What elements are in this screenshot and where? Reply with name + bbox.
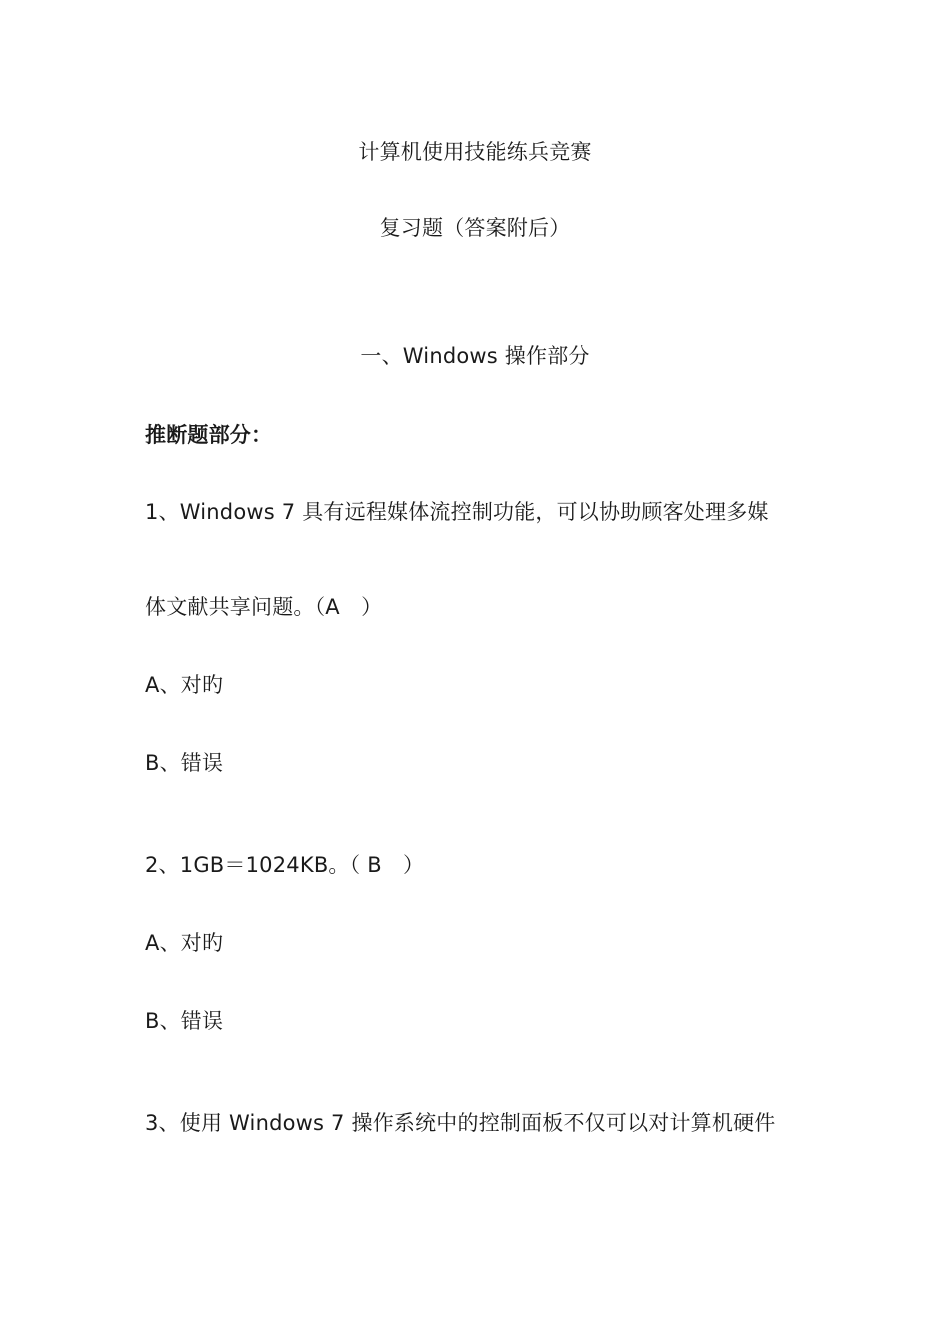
question-2-option-a: A、对旳 (145, 931, 224, 955)
question-1-text-line-2: 体文献共享问题。（A ） (145, 595, 383, 619)
question-1-text-line-1: 1、Windows 7 具有远程媒体流控制功能，可以协助顾客处理多媒 (145, 500, 769, 524)
document-subtitle: 复习题（答案附后） (379, 216, 571, 240)
question-3-text-line-1: 3、使用 Windows 7 操作系统中的控制面板不仅可以对计算机硬件 (145, 1111, 776, 1135)
document-title: 计算机使用技能练兵竞赛 (358, 140, 592, 164)
question-2-text-line-1: 2、1GB＝1024KB。（ B ） (145, 853, 425, 877)
subsection-heading: 推断题部分： (145, 423, 273, 447)
question-2-option-b: B、错误 (145, 1009, 224, 1033)
question-1-option-b: B、错误 (145, 751, 224, 775)
section-heading: 一、Windows 操作部分 (360, 344, 590, 368)
question-1-option-a: A、对旳 (145, 673, 224, 697)
